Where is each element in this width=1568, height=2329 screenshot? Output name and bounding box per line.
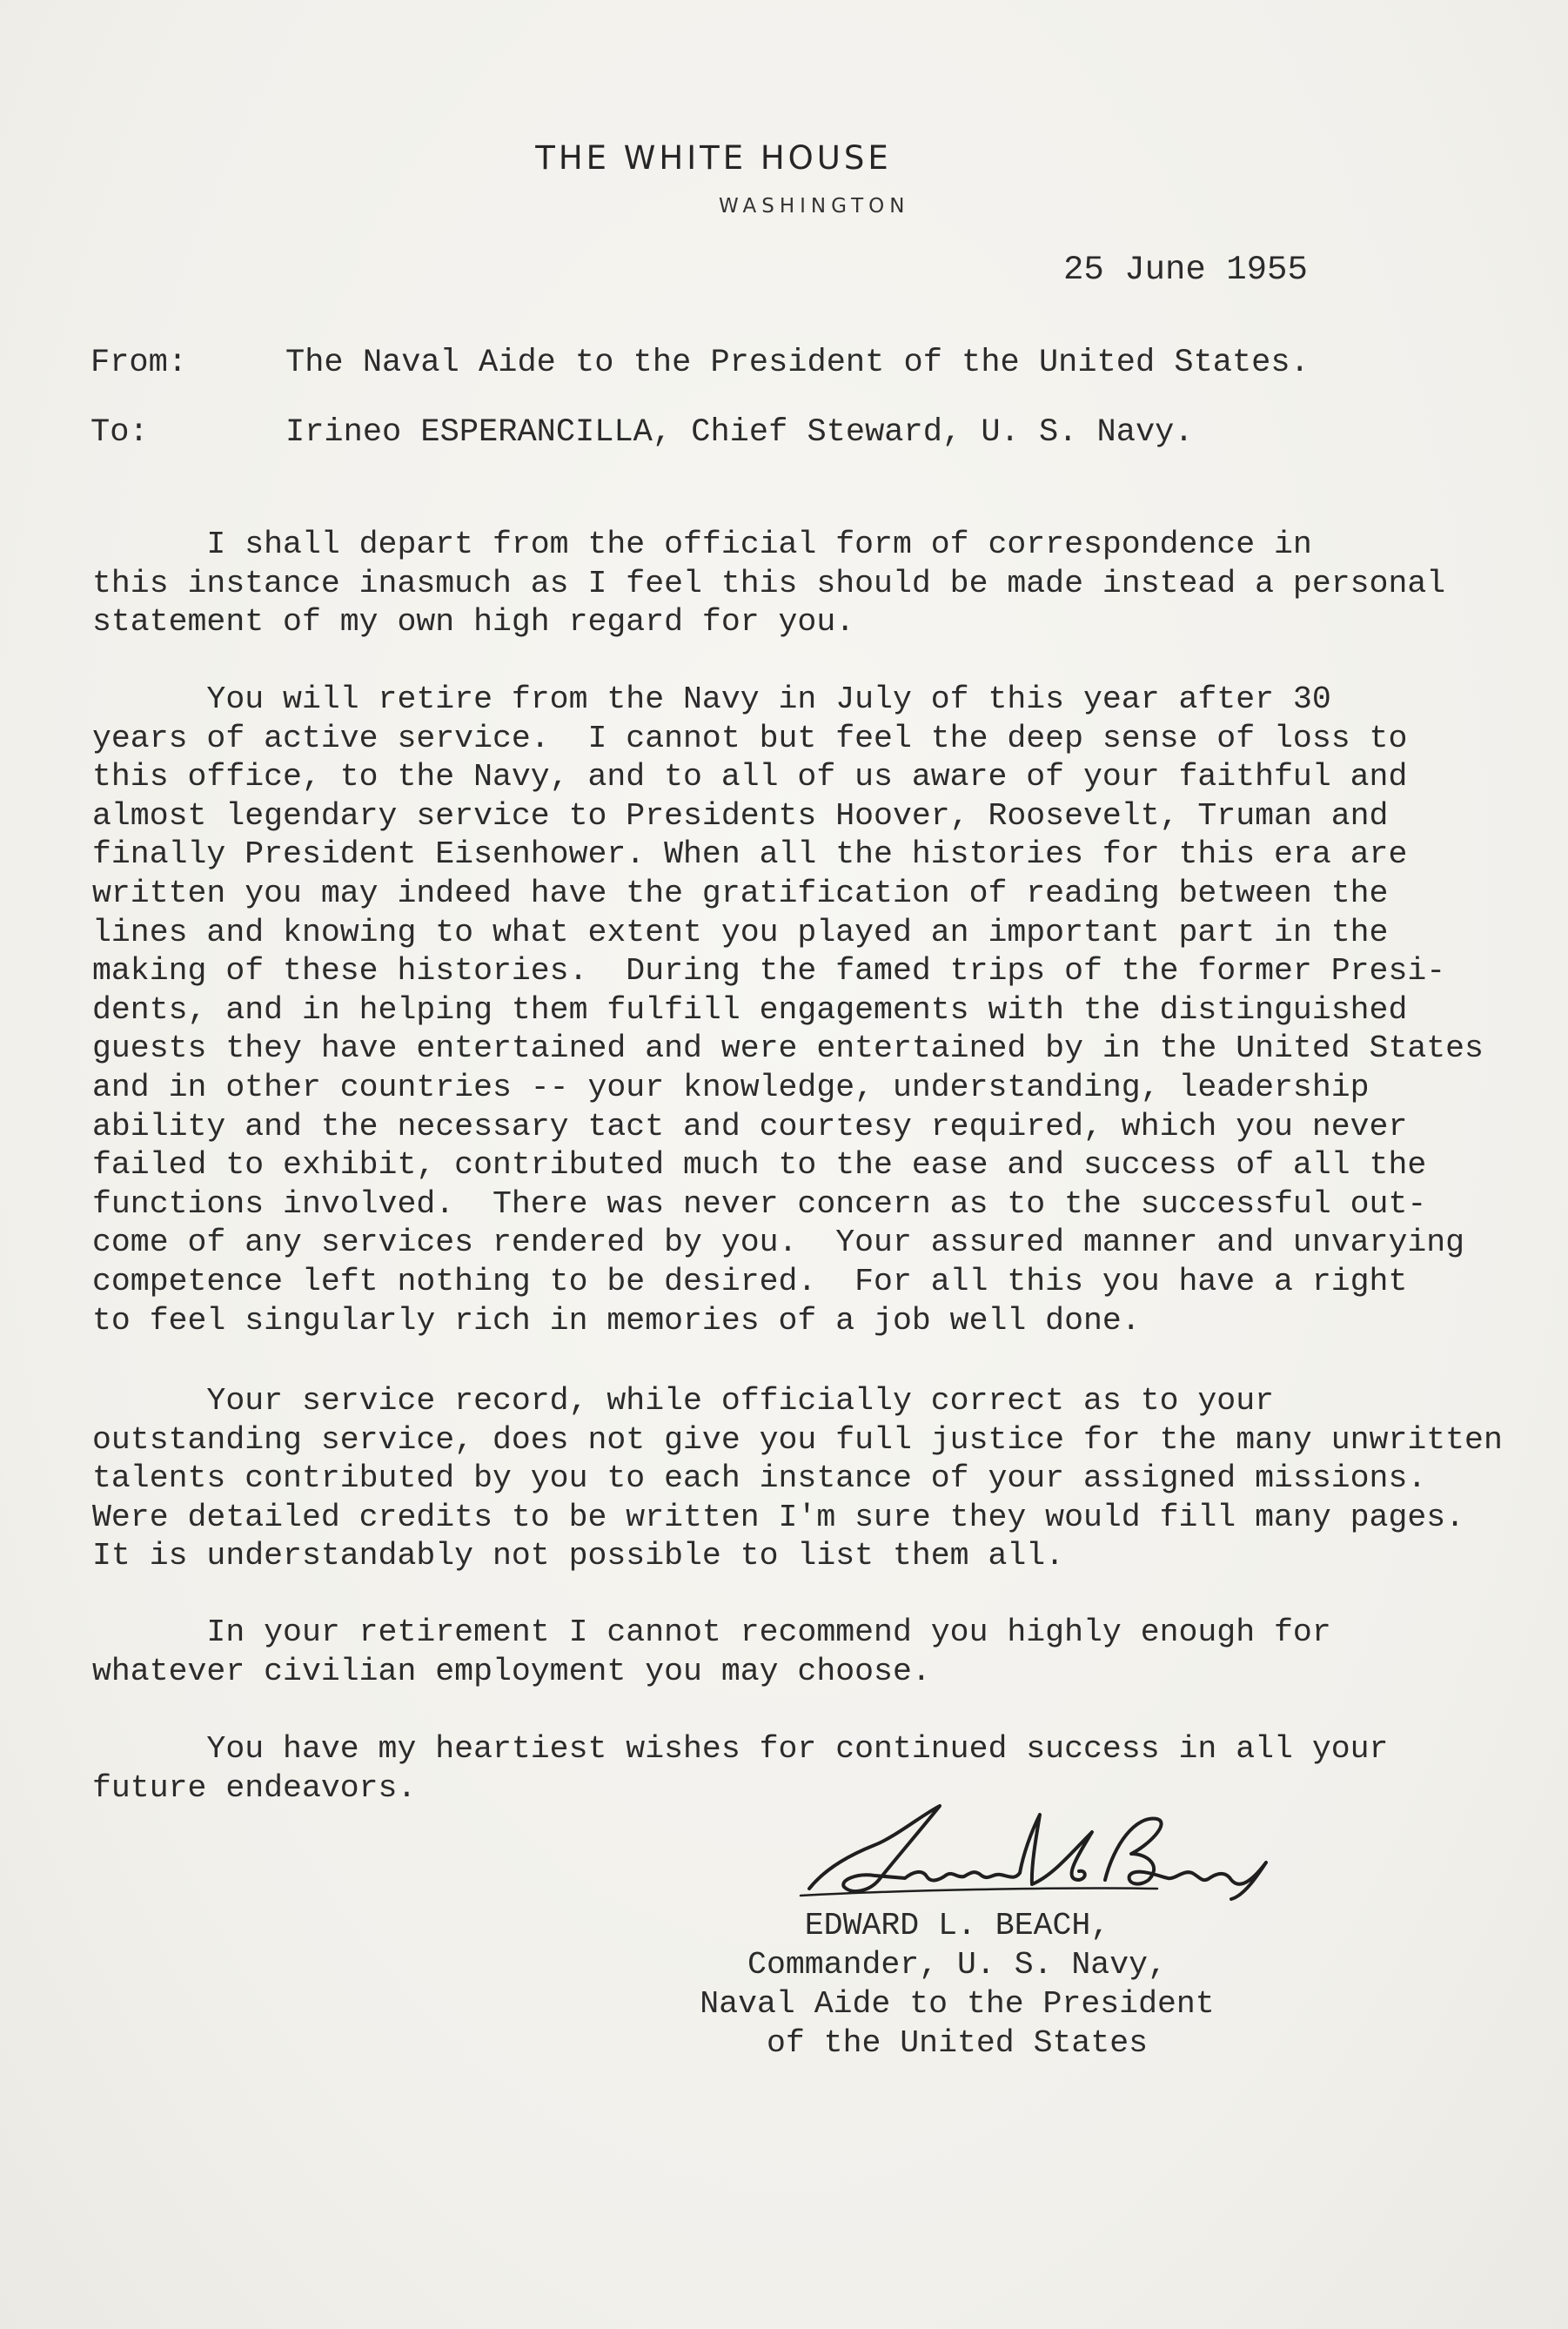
- paragraph-line: failed to exhibit, contributed much to the ease and success of all the: [92, 1147, 1427, 1184]
- from-value: The Naval Aide to the President of the United States.: [285, 345, 1310, 381]
- paragraph-2: [92, 681, 1484, 1340]
- paragraph-line: functions involved. There was never concern as to the successful out-: [92, 1185, 1427, 1222]
- paragraph-line: finally President Eisenhower. When all the histories for this era are: [92, 836, 1408, 873]
- paragraph-line: Were detailed credits to be written I'm sure they would fill many pages.: [92, 1499, 1465, 1535]
- letterhead-city: WASHINGTON: [719, 195, 910, 218]
- paragraph-line: It is understandably not possible to list them all.: [92, 1538, 1065, 1574]
- paragraph-line: guests they have entertained and were entertained by in the United States: [92, 1030, 1484, 1067]
- paragraph-line: this instance inasmuch as I feel this should be made instead a personal: [92, 565, 1446, 601]
- paragraph-line: years of active service. I cannot but feel the deep sense of loss to: [92, 720, 1408, 756]
- paragraph-line: making of these histories. During the famed trips of the former Presi-: [92, 953, 1446, 990]
- signer-title-line-1: Commander, U. S. Navy,: [747, 1947, 1167, 1983]
- paragraph-line: talents contributed by you to each instance of your assigned missions.: [92, 1460, 1427, 1497]
- paragraph-line: come of any services rendered by you. Your assured manner and unvarying: [92, 1225, 1465, 1261]
- paragraph-line: whatever civilian employment you may choose.: [92, 1653, 931, 1689]
- paragraph-line: lines and knowing to what extent you played an important part in the: [92, 914, 1389, 950]
- paragraph-line: to feel singularly rich in memories of a job well done.: [92, 1302, 1141, 1339]
- handwritten-signature: [792, 1793, 1279, 1923]
- paragraph-line: I shall depart from the official form of correspondence in: [92, 527, 1312, 562]
- to-value: Irineo ESPERANCILLA, Chief Steward, U. S. Navy.: [285, 414, 1194, 451]
- paragraph-line: Your service record, while officially correct as to your: [92, 1383, 1275, 1419]
- paragraph-line: ability and the necessary tact and courtesy required, which you never: [92, 1108, 1408, 1144]
- paragraph-line: competence left nothing to be desired. For all this you have a right: [92, 1263, 1408, 1299]
- paragraph-line: statement of my own high regard for you.: [92, 604, 855, 641]
- paragraph-3: [92, 1382, 1503, 1576]
- paragraph-line: written you may indeed have the gratification of reading between the: [92, 875, 1389, 911]
- to-label: To:: [90, 414, 149, 451]
- from-label: From:: [90, 345, 188, 381]
- signer-title-line-3: of the United States: [766, 2025, 1149, 2061]
- paragraph-line: future endeavors.: [92, 1769, 417, 1806]
- signature-block: [679, 1906, 1236, 2063]
- paragraph-line: almost legendary service to Presidents Hoover, Roosevelt, Truman and: [92, 797, 1389, 834]
- letter-date: 25 June 1955: [1063, 251, 1308, 289]
- signer-title-line-2: Naval Aide to the President: [700, 1986, 1215, 2022]
- paragraph-4: [92, 1614, 1331, 1691]
- paragraph-line: You will retire from the Navy in July of this year after 30: [92, 681, 1331, 717]
- paragraph-line: dents, and in helping them fulfill engagements with the distinguished: [92, 991, 1408, 1028]
- paragraph-line: and in other countries -- your knowledge, understanding, leadership: [92, 1069, 1370, 1105]
- paragraph-1: [92, 526, 1445, 642]
- paragraph-line: In your retirement I cannot recommend you highly enough for: [92, 1614, 1331, 1650]
- signer-name: EDWARD L. BEACH,: [804, 1908, 1110, 1943]
- paragraph-line: outstanding service, does not give you full justice for the many unwritten: [92, 1421, 1503, 1458]
- paragraph-line: this office, to the Navy, and to all of us aware of your faithful and: [92, 759, 1408, 795]
- letterhead-title: THE WHITE HOUSE: [535, 139, 892, 177]
- paragraph-line: You have my heartiest wishes for continued success in all your: [92, 1731, 1389, 1767]
